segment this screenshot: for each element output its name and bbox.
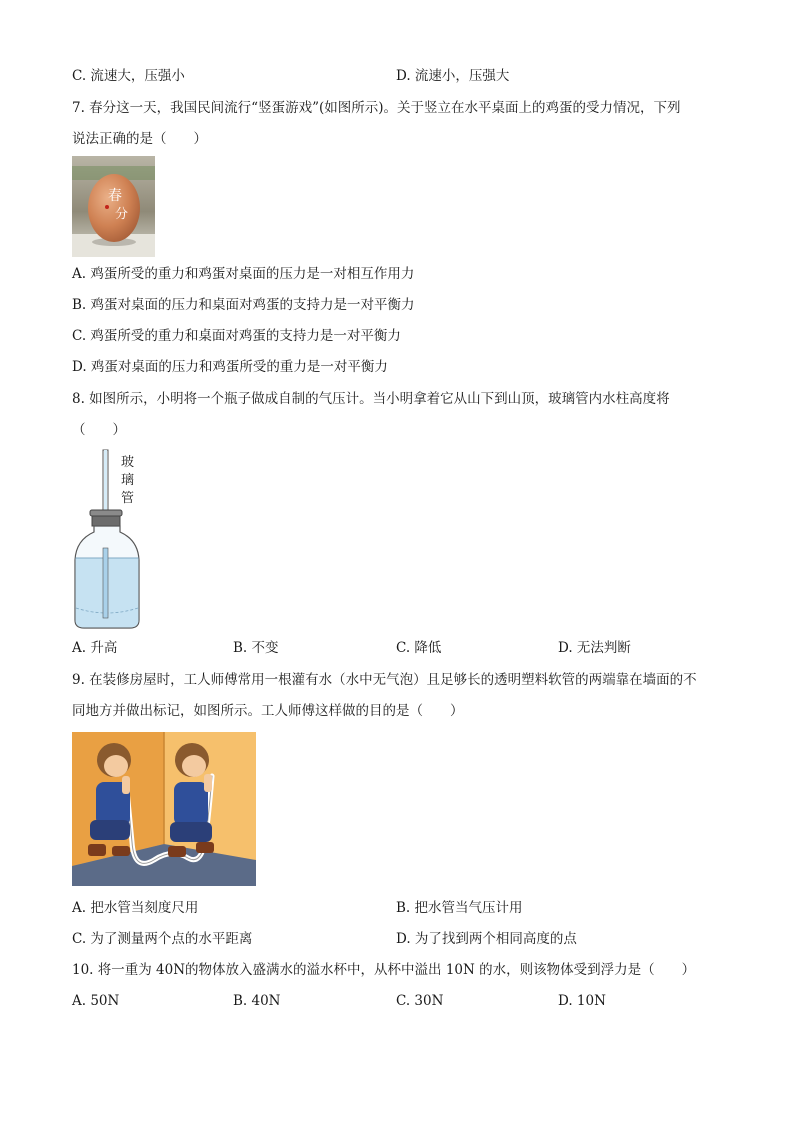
tube-label-2: 璃	[121, 473, 135, 488]
tube-label-3: 管	[121, 491, 135, 506]
q8-option-c: C. 降低	[396, 640, 442, 656]
q6-option-c: C. 流速大，压强小	[72, 68, 185, 84]
egg-image	[72, 156, 155, 257]
q9-stem-line2: 同地方并做出标记，如图所示。工人师傅这样做的目的是（ ）	[72, 703, 464, 719]
q9-option-b: B. 把水管当气压计用	[396, 900, 523, 916]
q7-option-b: B. 鸡蛋对桌面的压力和桌面对鸡蛋的支持力是一对平衡力	[72, 297, 415, 313]
q9-option-c: C. 为了测量两个点的水平距离	[72, 931, 253, 947]
egg-figure	[72, 156, 155, 257]
q8-option-d: D. 无法判断	[558, 640, 631, 656]
barometer-figure	[72, 448, 152, 632]
q9-stem-line1: 9. 在装修房屋时，工人师傅常用一根灌有水（水中无气泡）且足够长的透明塑料软管的两端靠在墙面的不	[72, 672, 697, 688]
q9-option-a: A. 把水管当刻度尺用	[72, 900, 199, 916]
q8-stem-line1: 8. 如图所示，小明将一个瓶子做成自制的气压计。当小明拿着它从山下到山顶，玻璃管内水柱高度将	[72, 391, 670, 407]
q8-option-b: B. 不变	[233, 640, 279, 656]
q9-option-d: D. 为了找到两个相同高度的点	[396, 931, 577, 947]
q7-option-d: D. 鸡蛋对桌面的压力和鸡蛋所受的重力是一对平衡力	[72, 359, 388, 375]
q10-option-c: C. 30N	[396, 993, 444, 1009]
q10-option-a: A. 50N	[72, 993, 120, 1009]
q7-stem-line1: 7. 春分这一天，我国民间流行“竖蛋游戏”(如图所示)。关于竖立在水平桌面上的鸡蛋的受力情况，下列	[72, 100, 681, 116]
tube-label-1: 玻	[121, 455, 135, 470]
egg-text-spring: 春	[108, 188, 122, 204]
q7-option-c: C. 鸡蛋所受的重力和桌面对鸡蛋的支持力是一对平衡力	[72, 328, 401, 344]
q10-option-b: B. 40N	[233, 993, 281, 1009]
q10-option-d: D. 10N	[558, 993, 606, 1009]
q10-stem-line1: 10. 将一重为 40N的物体放入盛满水的溢水杯中，从杯中溢出 10N 的水，则该物体受到浮力是（ ）	[72, 962, 696, 978]
q8-stem-line2: （ ）	[72, 422, 126, 438]
q7-stem-line2: 说法正确的是（ ）	[72, 131, 207, 147]
bottle-barometer-image	[72, 448, 152, 632]
q6-option-d: D. 流速小，压强大	[396, 68, 510, 84]
q8-option-a: A. 升高	[72, 640, 118, 656]
water-level-figure	[72, 732, 256, 886]
workers-hose-image	[72, 732, 256, 886]
q7-option-a: A. 鸡蛋所受的重力和鸡蛋对桌面的压力是一对相互作用力	[72, 266, 415, 282]
egg-text-divide: 分	[115, 207, 129, 222]
